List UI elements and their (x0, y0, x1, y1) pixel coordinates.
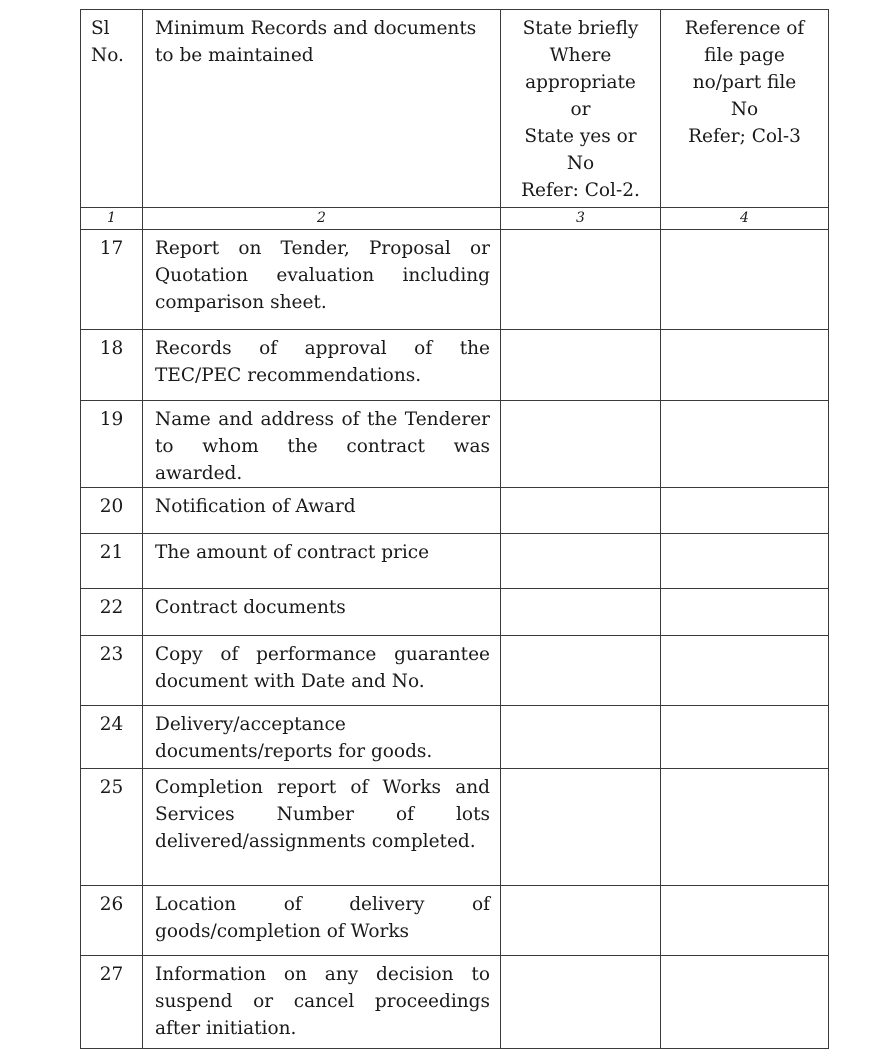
records-table (80, 9, 829, 1049)
row-description: Records of approval of the TEC/PEC recommendations. (143, 330, 501, 401)
row-state-cell[interactable] (501, 886, 661, 956)
row-reference-cell[interactable] (661, 589, 829, 636)
column-number: 3 (501, 208, 661, 230)
header-reference: Reference of file page no/part file No Refer; Col-3 (661, 10, 829, 208)
column-number: 1 (81, 208, 143, 230)
row-sl-no: 21 (81, 534, 143, 589)
row-reference-cell[interactable] (661, 706, 829, 769)
row-reference-cell[interactable] (661, 636, 829, 706)
row-description: Location of delivery of goods/completion of Works (143, 886, 501, 956)
row-sl-no: 27 (81, 956, 143, 1049)
row-description: Information on any decision to suspend or cancel proceedings after initiation. (143, 956, 501, 1049)
table-row (81, 401, 829, 488)
table-row (81, 230, 829, 330)
row-state-cell[interactable] (501, 230, 661, 330)
table-row (81, 330, 829, 401)
row-reference-cell[interactable] (661, 488, 829, 534)
row-description: Notification of Award (143, 488, 501, 534)
row-sl-no: 20 (81, 488, 143, 534)
header-records: Minimum Records and documents to be maintained (143, 10, 501, 208)
row-sl-no: 22 (81, 589, 143, 636)
row-state-cell[interactable] (501, 636, 661, 706)
row-description: Delivery/acceptance documents/reports for goods. (143, 706, 501, 769)
row-sl-no: 18 (81, 330, 143, 401)
table-row (81, 706, 829, 769)
row-reference-cell[interactable] (661, 401, 829, 488)
row-description: Completion report of Works and Services Number of lots delivered/assignments completed. (143, 769, 501, 886)
row-state-cell[interactable] (501, 330, 661, 401)
row-sl-no: 26 (81, 886, 143, 956)
header-state: State briefly Where appropriate or State yes or No Refer: Col-2. (501, 10, 661, 208)
column-number: 2 (143, 208, 501, 230)
row-state-cell[interactable] (501, 401, 661, 488)
table-row (81, 488, 829, 534)
row-reference-cell[interactable] (661, 330, 829, 401)
table-row (81, 589, 829, 636)
row-reference-cell[interactable] (661, 230, 829, 330)
column-number: 4 (661, 208, 829, 230)
row-description: Copy of performance guarantee document with Date and No. (143, 636, 501, 706)
row-reference-cell[interactable] (661, 769, 829, 886)
row-sl-no: 25 (81, 769, 143, 886)
row-reference-cell[interactable] (661, 956, 829, 1049)
table-row (81, 769, 829, 886)
row-description: Name and address of the Tenderer to whom the contract was awarded. (143, 401, 501, 488)
column-number-row (81, 208, 829, 230)
row-state-cell[interactable] (501, 589, 661, 636)
table-row (81, 534, 829, 589)
row-description: Report on Tender, Proposal or Quotation evaluation including comparison sheet. (143, 230, 501, 330)
row-description: The amount of contract price (143, 534, 501, 589)
row-state-cell[interactable] (501, 706, 661, 769)
row-description: Contract documents (143, 589, 501, 636)
table-row (81, 886, 829, 956)
row-sl-no: 17 (81, 230, 143, 330)
row-sl-no: 19 (81, 401, 143, 488)
row-sl-no: 23 (81, 636, 143, 706)
row-reference-cell[interactable] (661, 534, 829, 589)
row-state-cell[interactable] (501, 769, 661, 886)
header-sl-no: Sl No. (81, 10, 143, 208)
row-state-cell[interactable] (501, 488, 661, 534)
table-row (81, 956, 829, 1049)
row-state-cell[interactable] (501, 956, 661, 1049)
row-reference-cell[interactable] (661, 886, 829, 956)
row-sl-no: 24 (81, 706, 143, 769)
row-state-cell[interactable] (501, 534, 661, 589)
header-row (81, 10, 829, 208)
table-row (81, 636, 829, 706)
